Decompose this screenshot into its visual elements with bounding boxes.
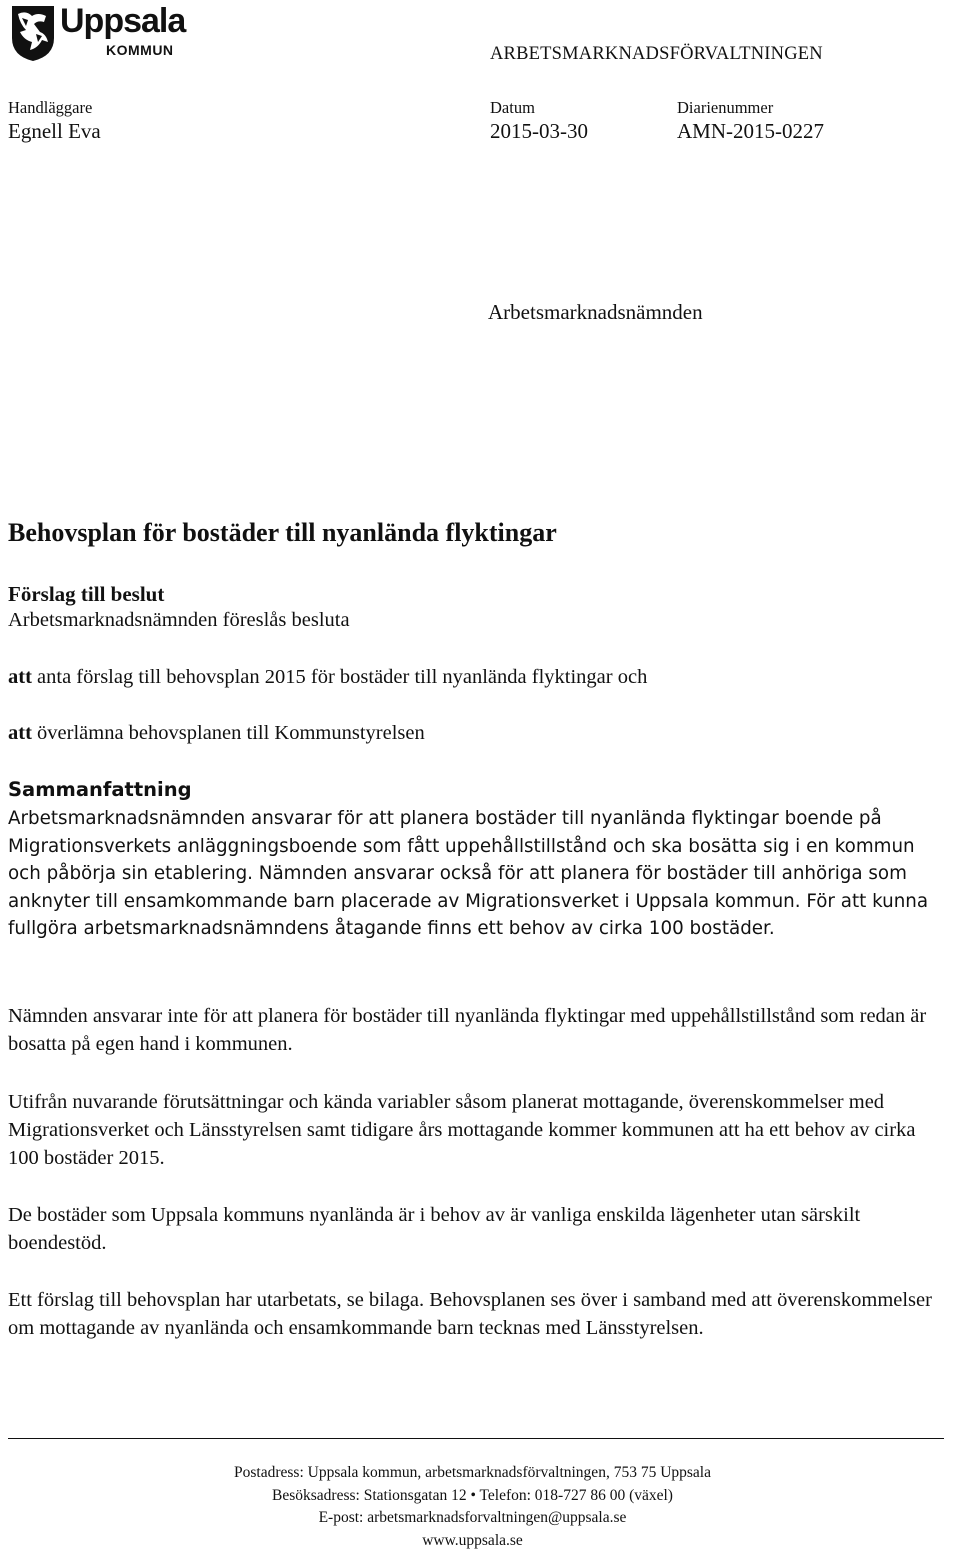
att-keyword: att bbox=[8, 722, 32, 744]
proposal-item-1-text: anta förslag till behovsplan 2015 för bostäder till nyanlända flyktingar och bbox=[32, 666, 647, 688]
footer-website: www.uppsala.se bbox=[0, 1530, 945, 1552]
proposal-item-2-text: överlämna behovsplanen till Kommunstyrelsen bbox=[32, 722, 425, 744]
handlaggare-label: Handläggare bbox=[8, 98, 92, 118]
summary-text: Arbetsmarknadsnämnden ansvarar för att planera bostäder till nyanlända flyktingar boende på Migrationsverkets anläggningsboende som fått uppehållstillstånd och ska bosätta sig i en kommun och påbörja sin etablering. Nämnden ansvarar också för att planera för bostäder till anhöriga som anknyter till ensamkommande barn placerade av Migrationsverket i Uppsala kommun. För att kunna fullgöra arbetsmarknadsnämndens åtagande finns ett behov av cirka 100 bostäder. bbox=[8, 805, 944, 943]
uppsala-kommun-logo bbox=[8, 4, 188, 62]
logo-wordmark: Uppsala bbox=[60, 2, 185, 41]
document-title: Behovsplan för bostäder till nyanlända flyktingar bbox=[8, 518, 557, 548]
logo-subtitle: KOMMUN bbox=[106, 42, 174, 58]
datum-label: Datum bbox=[490, 98, 535, 118]
paragraph-1: Nämnden ansvarar inte för att planera för bostäder till nyanlända flyktingar med uppehållstillstånd som redan är bosatta på egen hand i kommunen. bbox=[8, 1002, 944, 1058]
paragraph-2: Utifrån nuvarande förutsättningar och kända variabler såsom planerat mottagande, överenskommelser med Migrationsverket och Länsstyrelsen samt tidigare års mottagande kommer kommunen att ha ett behov av cirka 100 bostäder 2015. bbox=[8, 1088, 944, 1172]
att-keyword: att bbox=[8, 666, 32, 688]
recipient: Arbetsmarknadsnämnden bbox=[488, 300, 703, 325]
paragraph-3: De bostäder som Uppsala kommuns nyanlända är i behov av är vanliga enskilda lägenheter utan särskilt boendestöd. bbox=[8, 1201, 944, 1257]
handlaggare-value: Egnell Eva bbox=[8, 119, 101, 144]
footer bbox=[0, 1462, 945, 1552]
paragraph-4: Ett förslag till behovsplan har utarbetats, se bilaga. Behovsplanen ses över i samband med att överenskommelser om mottagande av nyanlända och ensamkommande barn tecknas med Länsstyrelsen. bbox=[8, 1286, 944, 1342]
diarienummer-value: AMN-2015-0227 bbox=[677, 119, 824, 144]
department-name: ARBETSMARKNADSFÖRVALTNINGEN bbox=[490, 44, 823, 65]
footer-divider bbox=[8, 1438, 944, 1439]
proposal-intro: Arbetsmarknadsnämnden föreslås besluta bbox=[8, 606, 944, 634]
footer-email: E-post: arbetsmarknadsforvaltningen@uppsala.se bbox=[0, 1507, 945, 1530]
diarienummer-label: Diarienummer bbox=[677, 98, 773, 118]
footer-visiting-address: Besöksadress: Stationsgatan 12 • Telefon: 018-727 86 00 (växel) bbox=[0, 1485, 945, 1508]
footer-postal-address: Postadress: Uppsala kommun, arbetsmarknadsförvaltningen, 753 75 Uppsala bbox=[0, 1462, 945, 1485]
proposal-item-1 bbox=[8, 663, 944, 691]
proposal-heading: Förslag till beslut bbox=[8, 580, 944, 608]
proposal-item-2 bbox=[8, 719, 944, 747]
summary-heading: Sammanfattning bbox=[8, 776, 944, 804]
datum-value: 2015-03-30 bbox=[490, 119, 588, 144]
